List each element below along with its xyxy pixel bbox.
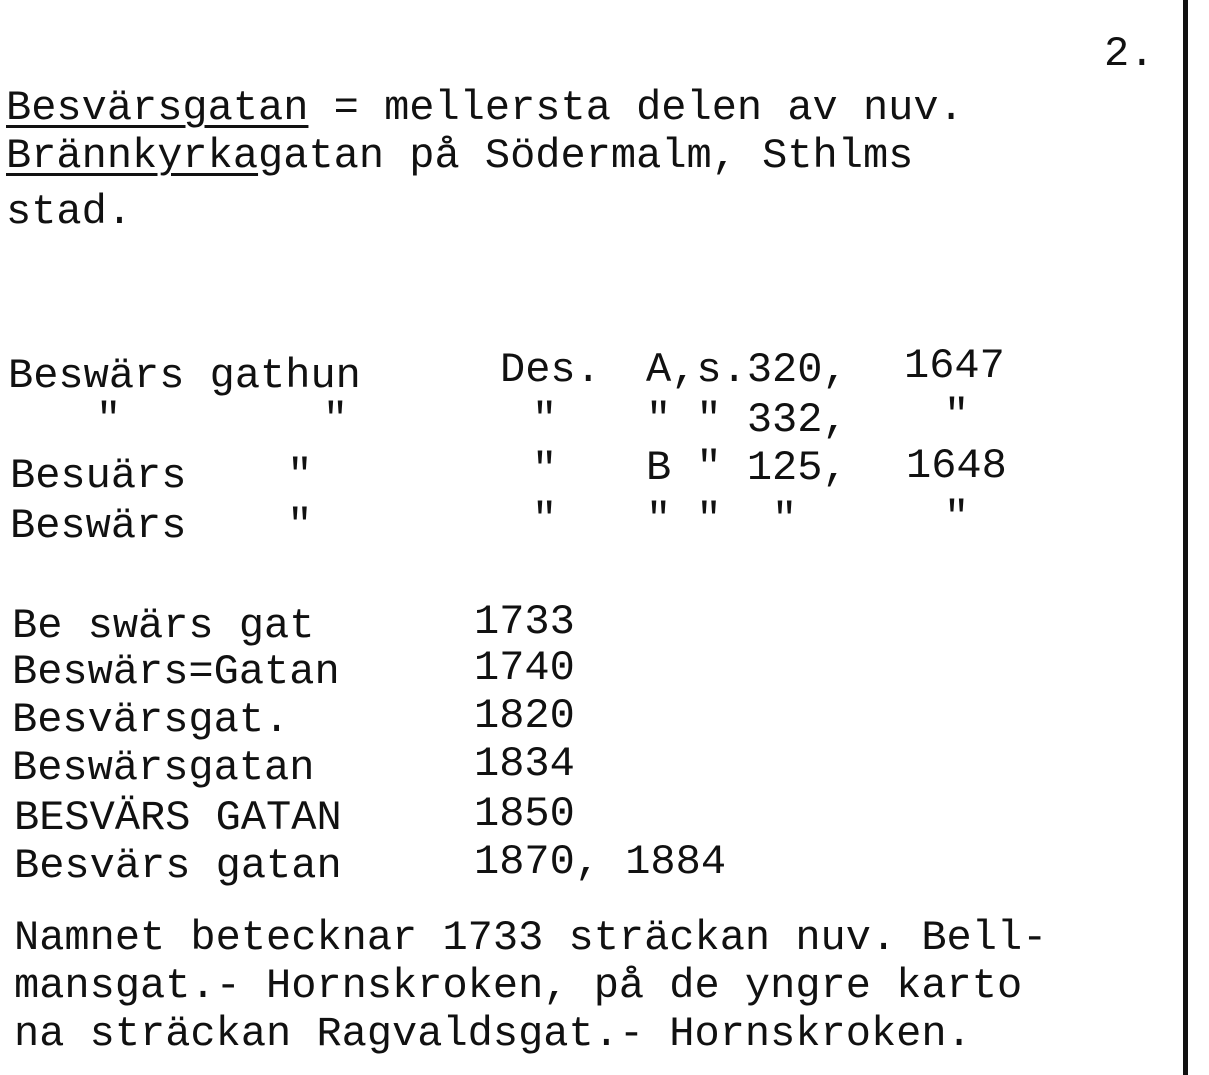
- source-name: " ": [96, 396, 349, 444]
- form-year: 1834: [474, 740, 575, 788]
- intro-underlined-word: Brännkyrka: [6, 132, 259, 180]
- source-volume: " " 332,: [646, 396, 848, 444]
- source-volume: " " ": [646, 496, 798, 544]
- source-year: ": [944, 392, 970, 440]
- form-year: 1740: [474, 644, 575, 692]
- source-ref: ": [532, 446, 558, 494]
- form-name: Besvärsgat.: [12, 696, 290, 744]
- form-name: Besvärs gatan: [14, 842, 342, 890]
- form-name: Be swärs gat: [12, 602, 315, 650]
- form-year: 1870, 1884: [474, 838, 727, 886]
- intro-line-1-rest: = mellersta delen av nuv.: [308, 84, 964, 132]
- source-year: 1647: [904, 342, 1005, 390]
- form-year: 1820: [474, 692, 575, 740]
- page-number: 2.: [1104, 30, 1155, 78]
- source-volume: B " 125,: [646, 444, 848, 492]
- source-name: Besuärs ": [10, 452, 313, 500]
- note-line: Namnet betecknar 1733 sträckan nuv. Bell-: [14, 914, 1048, 962]
- source-ref: ": [532, 396, 558, 444]
- intro-line-1: [6, 84, 964, 132]
- note-line: mansgat.- Hornskroken, på de yngre karto: [14, 962, 1023, 1010]
- source-year: 1648: [906, 442, 1007, 490]
- source-ref: Des.: [500, 346, 601, 394]
- form-year: 1733: [474, 598, 575, 646]
- note-line: na sträckan Ragvaldsgat.- Hornskroken.: [14, 1010, 972, 1058]
- form-name: BESVÄRS GATAN: [14, 794, 342, 842]
- source-ref: ": [532, 496, 558, 544]
- source-year: ": [944, 494, 970, 542]
- intro-line-2-rest: gatan på Södermalm, Sthlms: [258, 132, 914, 180]
- form-name: Beswärs=Gatan: [12, 648, 340, 696]
- page-edge-line: [1183, 0, 1188, 1075]
- source-volume: A,s.320,: [646, 346, 848, 394]
- form-year: 1850: [474, 790, 575, 838]
- intro-line-3: stad.: [6, 188, 133, 236]
- form-name: Beswärsgatan: [12, 744, 315, 792]
- headword: Besvärsgatan: [6, 84, 309, 132]
- source-name: Beswärs gathun: [8, 352, 361, 400]
- source-name: Beswärs ": [10, 502, 313, 550]
- intro-line-2: [6, 132, 913, 180]
